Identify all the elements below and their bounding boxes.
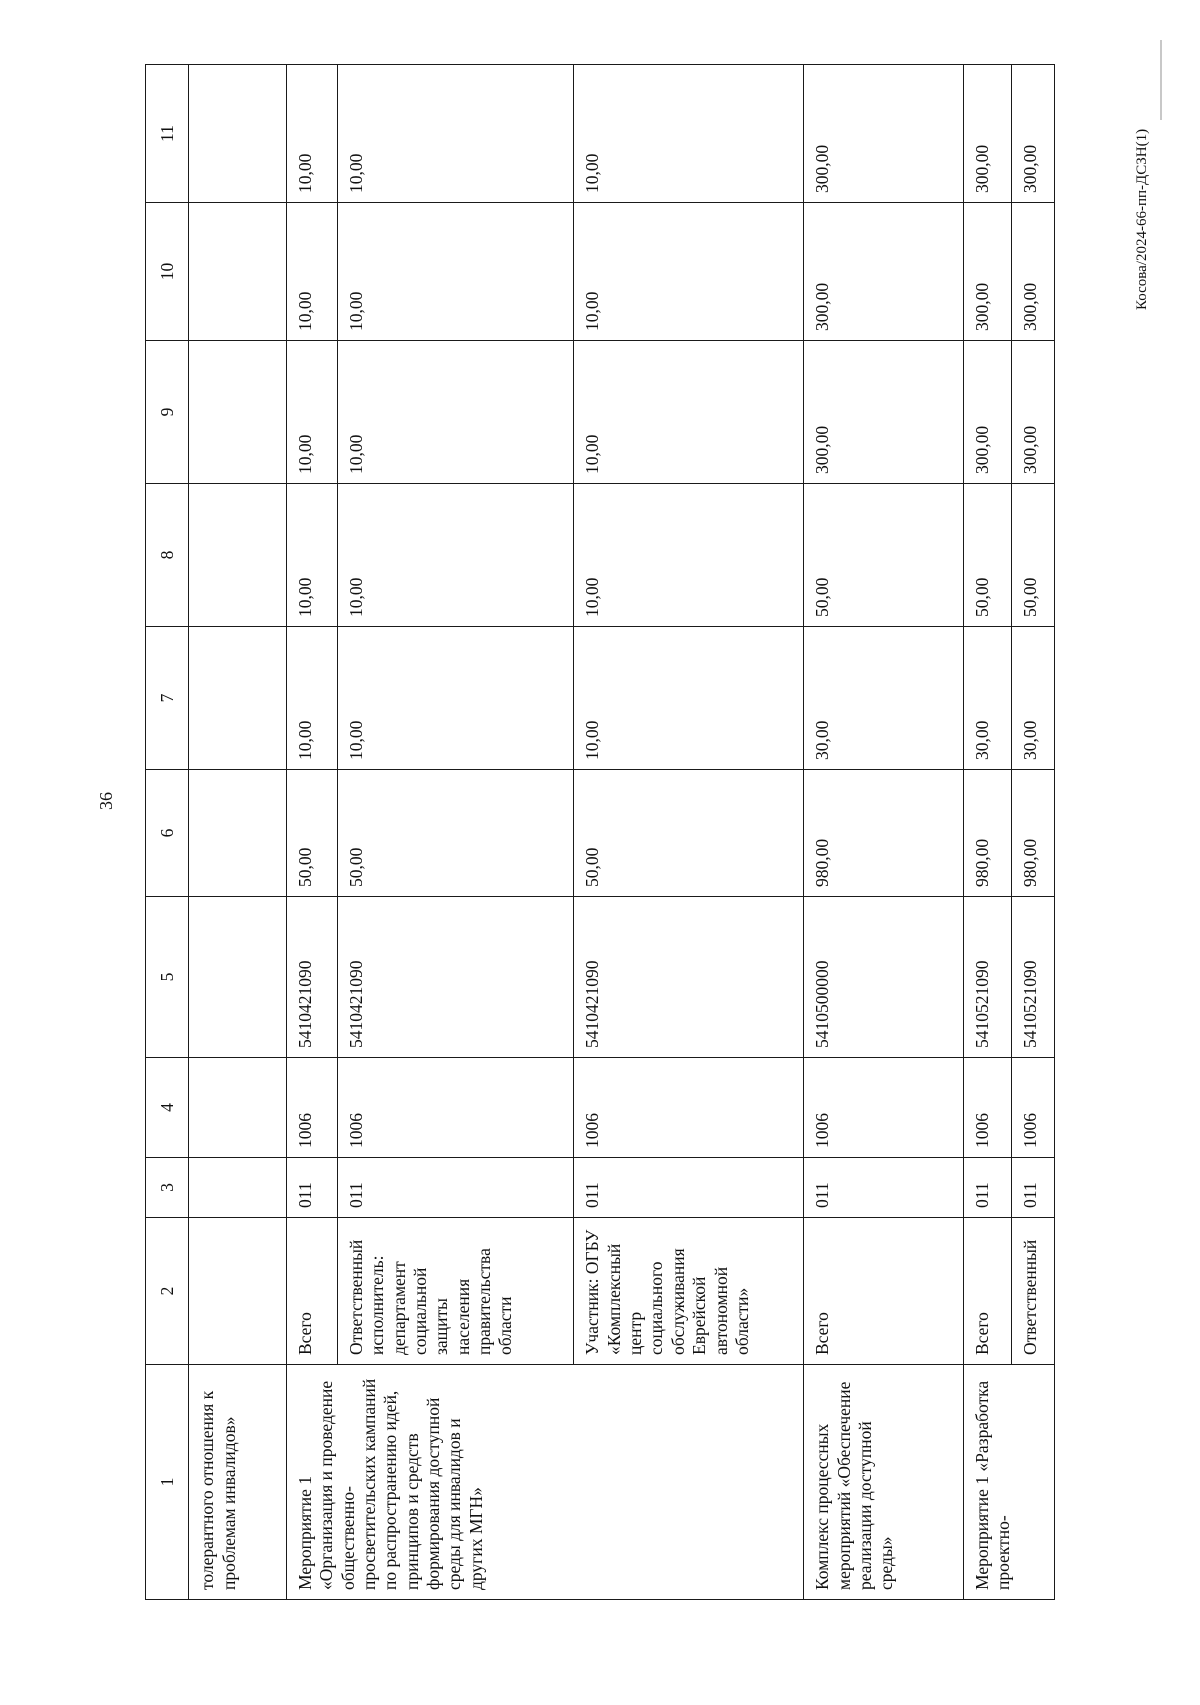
cell-year-4 <box>189 203 287 341</box>
scan-edge-mark <box>1160 40 1162 120</box>
header-cell-10: 10 <box>146 203 189 341</box>
cell-total: 980,00 <box>963 770 1011 897</box>
cell-year-4: 300,00 <box>1011 203 1054 341</box>
table-row <box>287 65 338 1600</box>
cell-year-5: 300,00 <box>804 65 963 203</box>
cell-target-code: 5410521090 <box>1011 897 1054 1058</box>
cell-year-5: 10,00 <box>287 65 338 203</box>
cell-program-name: Комплекс процессных мероприятий «Обеспечение реализации доступной среды» <box>804 1365 963 1600</box>
header-cell-7: 7 <box>146 627 189 770</box>
header-cell-4: 4 <box>146 1058 189 1158</box>
header-cell-2: 2 <box>146 1218 189 1365</box>
cell-year-5 <box>189 65 287 203</box>
header-cell-6: 6 <box>146 770 189 897</box>
cell-grbs: 011 <box>337 1158 573 1218</box>
cell-year-3: 10,00 <box>287 341 338 484</box>
cell-target-code: 5410500000 <box>804 897 963 1058</box>
cell-year-1: 10,00 <box>574 627 804 770</box>
cell-year-1: 30,00 <box>963 627 1011 770</box>
cell-target-code: 5410421090 <box>287 897 338 1058</box>
cell-grbs: 011 <box>574 1158 804 1218</box>
cell-total: 980,00 <box>804 770 963 897</box>
cell-section: 1006 <box>574 1058 804 1158</box>
header-cell-11: 11 <box>146 65 189 203</box>
cell-year-3: 300,00 <box>963 341 1011 484</box>
cell-target-code: 5410421090 <box>574 897 804 1058</box>
cell-grbs: 011 <box>804 1158 963 1218</box>
cell-target-code: 5410521090 <box>963 897 1011 1058</box>
cell-year-1: 10,00 <box>287 627 338 770</box>
cell-total: 50,00 <box>337 770 573 897</box>
cell-grbs: 011 <box>963 1158 1011 1218</box>
cell-year-4: 10,00 <box>574 203 804 341</box>
cell-program-name: Мероприятие 1 «Разработка проектно- <box>963 1365 1054 1600</box>
cell-year-4: 10,00 <box>337 203 573 341</box>
cell-total: 50,00 <box>574 770 804 897</box>
cell-year-4: 300,00 <box>804 203 963 341</box>
document-code: Косова/2024-66-пп-ДСЗН(1) <box>1134 128 1150 310</box>
cell-role: Ответственный исполнитель: департамент социальной защиты населения правительства области <box>337 1218 573 1365</box>
cell-total: 980,00 <box>1011 770 1054 897</box>
page-number: 36 <box>96 792 116 810</box>
cell-year-2: 50,00 <box>1011 484 1054 627</box>
header-cell-8: 8 <box>146 484 189 627</box>
cell-role <box>189 1218 287 1365</box>
cell-grbs: 011 <box>287 1158 338 1218</box>
header-row <box>146 65 189 1600</box>
table-row <box>804 65 963 1600</box>
cell-year-2: 10,00 <box>287 484 338 627</box>
cell-total <box>189 770 287 897</box>
table-row <box>189 65 287 1600</box>
cell-year-5: 10,00 <box>574 65 804 203</box>
cell-target-code <box>189 897 287 1058</box>
cell-section: 1006 <box>287 1058 338 1158</box>
cell-year-5: 300,00 <box>1011 65 1054 203</box>
cell-role: Участник: ОГБУ «Комплексный центр социального обслуживания Еврейской автономной области» <box>574 1218 804 1365</box>
cell-section <box>189 1058 287 1158</box>
cell-year-2: 50,00 <box>963 484 1011 627</box>
cell-year-1: 30,00 <box>1011 627 1054 770</box>
cell-year-3 <box>189 341 287 484</box>
cell-year-4: 300,00 <box>963 203 1011 341</box>
table-row <box>963 65 1011 1600</box>
cell-role: Ответственный <box>1011 1218 1054 1365</box>
header-cell-1: 1 <box>146 1365 189 1600</box>
cell-year-1: 10,00 <box>337 627 573 770</box>
header-cell-3: 3 <box>146 1158 189 1218</box>
cell-program-name: Мероприятие 1 «Организация и проведение общественно-просветительских кампаний по распространению идей, принципов и средств формирования доступной среды для инвалидов и других МГН» <box>287 1365 804 1600</box>
cell-section: 1006 <box>804 1058 963 1158</box>
cell-year-5: 300,00 <box>963 65 1011 203</box>
cell-year-2 <box>189 484 287 627</box>
cell-year-2: 10,00 <box>574 484 804 627</box>
budget-table <box>145 64 1055 1600</box>
cell-section: 1006 <box>963 1058 1011 1158</box>
cell-section: 1006 <box>337 1058 573 1158</box>
cell-year-1 <box>189 627 287 770</box>
cell-year-3: 300,00 <box>804 341 963 484</box>
cell-program-name: толерантного отношения к проблемам инвалидов» <box>189 1365 287 1600</box>
cell-year-3: 300,00 <box>1011 341 1054 484</box>
cell-year-3: 10,00 <box>337 341 573 484</box>
header-cell-5: 5 <box>146 897 189 1058</box>
cell-year-4: 10,00 <box>287 203 338 341</box>
cell-grbs: 011 <box>1011 1158 1054 1218</box>
cell-year-2: 50,00 <box>804 484 963 627</box>
header-cell-9: 9 <box>146 341 189 484</box>
cell-year-5: 10,00 <box>337 65 573 203</box>
cell-role: Всего <box>963 1218 1011 1365</box>
cell-year-3: 10,00 <box>574 341 804 484</box>
cell-target-code: 5410421090 <box>337 897 573 1058</box>
rotated-table-wrapper <box>145 65 1055 1600</box>
cell-year-2: 10,00 <box>337 484 573 627</box>
cell-grbs <box>189 1158 287 1218</box>
cell-year-1: 30,00 <box>804 627 963 770</box>
cell-section: 1006 <box>1011 1058 1054 1158</box>
cell-role: Всего <box>804 1218 963 1365</box>
cell-role: Всего <box>287 1218 338 1365</box>
cell-total: 50,00 <box>287 770 338 897</box>
